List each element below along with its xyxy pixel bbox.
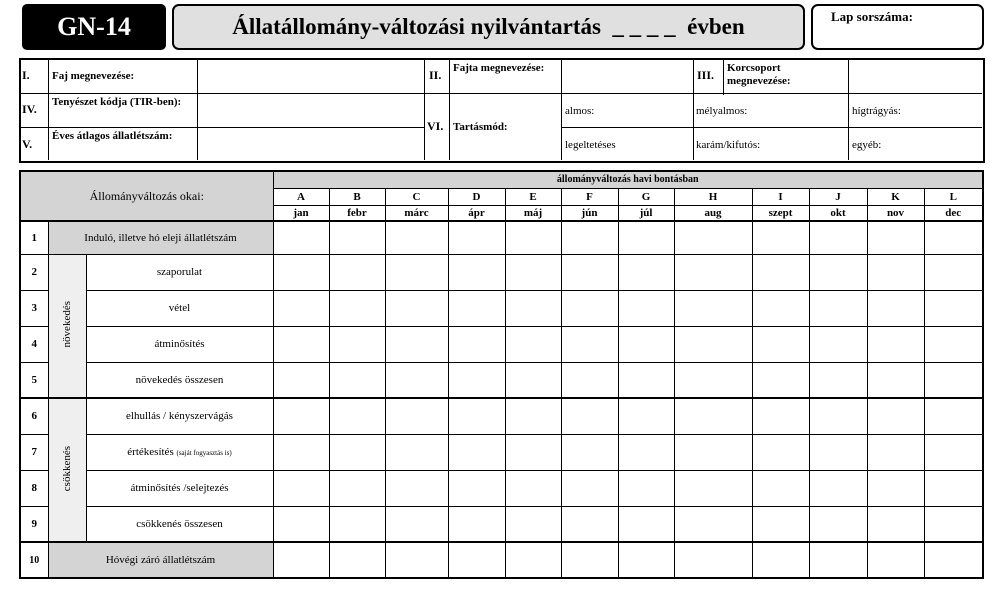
cell[interactable]: [273, 506, 329, 542]
age-group-label: Korcsoport megnevezése:: [727, 62, 791, 87]
month-header: máj: [505, 205, 561, 221]
row-label-opening: Induló, illetve hó eleji állatlétszám: [48, 221, 273, 254]
housing-option-melyalmos[interactable]: mélyalmos:: [696, 105, 748, 117]
cell[interactable]: [561, 326, 618, 362]
housing-label: Tartásmód:: [453, 121, 508, 133]
row-number: 5: [20, 362, 48, 398]
cell[interactable]: [752, 326, 809, 362]
cell[interactable]: [752, 254, 809, 290]
row-number: 1: [20, 221, 48, 254]
cell[interactable]: [809, 254, 867, 290]
cell[interactable]: [618, 470, 674, 506]
housing-option-higtragyas[interactable]: hígtrágyás:: [852, 105, 901, 117]
row-label-reclass-in: átminősítés: [86, 326, 273, 362]
row-number: 6: [20, 398, 48, 434]
cell[interactable]: [867, 362, 924, 398]
cell[interactable]: [752, 542, 809, 578]
age-group-field[interactable]: [849, 61, 981, 92]
row-label-decrease-total: csökkenés összesen: [86, 506, 273, 542]
cell[interactable]: [329, 362, 385, 398]
cell[interactable]: [867, 290, 924, 326]
cell[interactable]: [329, 470, 385, 506]
cell[interactable]: [505, 506, 561, 542]
column-letter: H: [674, 188, 752, 205]
cell[interactable]: [752, 290, 809, 326]
cell[interactable]: [867, 254, 924, 290]
inventory-change-table: [19, 170, 984, 579]
row-label-sale: értékesítés (saját fogyasztás is): [86, 434, 273, 470]
group-increase: növekedés: [48, 254, 86, 398]
housing-option-egyeb[interactable]: egyéb:: [852, 139, 882, 151]
cell[interactable]: [561, 542, 618, 578]
cell[interactable]: [618, 362, 674, 398]
cell[interactable]: [561, 470, 618, 506]
column-letter: E: [505, 188, 561, 205]
row-label-death: elhullás / kényszervágás: [86, 398, 273, 434]
cell[interactable]: [448, 434, 505, 470]
row-label-closing: Hóvégi záró állatlétszám: [48, 542, 273, 578]
month-header: nov: [867, 205, 924, 221]
holding-code-field[interactable]: [198, 95, 423, 126]
cell[interactable]: [329, 506, 385, 542]
form-code: GN-14: [22, 4, 166, 50]
housing-option-legeltetes[interactable]: legeltetéses: [565, 139, 616, 151]
group-decrease: csökkenés: [48, 398, 86, 542]
row-number: 2: [20, 254, 48, 290]
row-number: 4: [20, 326, 48, 362]
row-number: 8: [20, 470, 48, 506]
cell[interactable]: [618, 398, 674, 434]
cell[interactable]: [867, 398, 924, 434]
cell[interactable]: [505, 362, 561, 398]
cell[interactable]: [273, 221, 329, 254]
row-number: 7: [20, 434, 48, 470]
cell[interactable]: [561, 362, 618, 398]
cell[interactable]: [385, 326, 448, 362]
cell[interactable]: [924, 221, 983, 254]
cell[interactable]: [809, 398, 867, 434]
cell[interactable]: [809, 362, 867, 398]
cell[interactable]: [867, 506, 924, 542]
cell[interactable]: [273, 326, 329, 362]
cell[interactable]: [752, 362, 809, 398]
page-number-label: Lap sorszáma:: [831, 9, 913, 24]
month-header: jan: [273, 205, 329, 221]
cell[interactable]: [867, 542, 924, 578]
column-letter: F: [561, 188, 618, 205]
cell[interactable]: [448, 362, 505, 398]
cell[interactable]: [448, 470, 505, 506]
cell[interactable]: [809, 470, 867, 506]
cell[interactable]: [752, 221, 809, 254]
cell[interactable]: [385, 290, 448, 326]
cell[interactable]: [674, 506, 752, 542]
row-number: 9: [20, 506, 48, 542]
column-letter: I: [752, 188, 809, 205]
column-letter: J: [809, 188, 867, 205]
cell[interactable]: [385, 398, 448, 434]
row-label-increase-total: növekedés összesen: [86, 362, 273, 398]
column-letter: K: [867, 188, 924, 205]
avg-headcount-label: Éves átlagos állatlétszám:: [52, 130, 173, 142]
cell[interactable]: [618, 221, 674, 254]
cell[interactable]: [385, 470, 448, 506]
cell[interactable]: [618, 290, 674, 326]
row-label-birth: szaporulat: [86, 254, 273, 290]
cell[interactable]: [618, 434, 674, 470]
month-header: ápr: [448, 205, 505, 221]
section-i-number: I.: [22, 68, 30, 82]
cell[interactable]: [329, 434, 385, 470]
avg-headcount-field[interactable]: [198, 128, 423, 159]
cell[interactable]: [329, 326, 385, 362]
cell[interactable]: [924, 326, 983, 362]
month-header: aug: [674, 205, 752, 221]
cell[interactable]: [505, 434, 561, 470]
cell[interactable]: [674, 470, 752, 506]
species-label: Faj megnevezése:: [52, 70, 135, 82]
info-block: [19, 58, 985, 163]
cell[interactable]: [809, 434, 867, 470]
month-header: febr: [329, 205, 385, 221]
row-label-purchase: vétel: [86, 290, 273, 326]
month-header: okt: [809, 205, 867, 221]
cell[interactable]: [867, 470, 924, 506]
cell[interactable]: [618, 326, 674, 362]
column-letter: D: [448, 188, 505, 205]
month-header: jún: [561, 205, 618, 221]
reasons-header: Állományváltozás okai:: [20, 171, 273, 221]
cell[interactable]: [561, 221, 618, 254]
cell[interactable]: [752, 434, 809, 470]
cell[interactable]: [273, 290, 329, 326]
cell[interactable]: [448, 398, 505, 434]
row-number: 3: [20, 290, 48, 326]
cell[interactable]: [329, 398, 385, 434]
column-letter: B: [329, 188, 385, 205]
cell[interactable]: [505, 542, 561, 578]
section-ii-number: II.: [429, 68, 442, 82]
cell[interactable]: [448, 542, 505, 578]
cell[interactable]: [674, 290, 752, 326]
section-iv-number: IV.: [22, 102, 37, 116]
column-letter: G: [618, 188, 674, 205]
cell[interactable]: [505, 290, 561, 326]
cell[interactable]: [809, 542, 867, 578]
cell[interactable]: [505, 470, 561, 506]
cell[interactable]: [924, 542, 983, 578]
cell[interactable]: [752, 398, 809, 434]
cell[interactable]: [618, 542, 674, 578]
cell[interactable]: [674, 434, 752, 470]
breed-label: Fajta megnevezése:: [453, 62, 545, 74]
cell[interactable]: [924, 254, 983, 290]
cell[interactable]: [273, 470, 329, 506]
section-v-number: V.: [22, 137, 33, 151]
row-number: 10: [20, 542, 48, 578]
cell[interactable]: [924, 470, 983, 506]
cell[interactable]: [674, 326, 752, 362]
cell[interactable]: [924, 362, 983, 398]
cell[interactable]: [674, 221, 752, 254]
cell[interactable]: [448, 290, 505, 326]
cell[interactable]: [448, 221, 505, 254]
cell[interactable]: [385, 254, 448, 290]
species-field[interactable]: [198, 61, 423, 92]
cell[interactable]: [809, 290, 867, 326]
section-iii-number: III.: [697, 68, 715, 82]
cell[interactable]: [448, 254, 505, 290]
month-header: márc: [385, 205, 448, 221]
section-vi-number: VI.: [427, 119, 444, 133]
form-title: Állatállomány-változási nyilvántartás _ _ _ _ évben: [172, 4, 805, 50]
cell[interactable]: [809, 221, 867, 254]
holding-code-label: Tenyészet kódja (TIR-ben):: [52, 96, 182, 108]
cell[interactable]: [385, 506, 448, 542]
cell[interactable]: [618, 506, 674, 542]
cell[interactable]: [867, 434, 924, 470]
cell[interactable]: [385, 221, 448, 254]
cell[interactable]: [561, 398, 618, 434]
column-letter: A: [273, 188, 329, 205]
cell[interactable]: [505, 326, 561, 362]
cell[interactable]: [505, 221, 561, 254]
cell[interactable]: [809, 326, 867, 362]
cell[interactable]: [505, 254, 561, 290]
monthly-breakdown-header: állományváltozás havi bontásban: [273, 171, 983, 188]
breed-field[interactable]: [562, 61, 692, 92]
cell[interactable]: [561, 254, 618, 290]
cell[interactable]: [329, 542, 385, 578]
cell[interactable]: [924, 506, 983, 542]
row-label-reclass-out: átminősítés /selejtezés: [86, 470, 273, 506]
cell[interactable]: [385, 434, 448, 470]
cell[interactable]: [273, 542, 329, 578]
cell[interactable]: [561, 290, 618, 326]
housing-option-karam[interactable]: karám/kifutós:: [696, 139, 761, 151]
housing-option-almos[interactable]: almos:: [565, 105, 595, 117]
cell[interactable]: [924, 290, 983, 326]
cell[interactable]: [273, 254, 329, 290]
cell[interactable]: [674, 398, 752, 434]
cell[interactable]: [618, 254, 674, 290]
cell[interactable]: [924, 434, 983, 470]
cell[interactable]: [385, 542, 448, 578]
cell[interactable]: [752, 506, 809, 542]
column-letter: L: [924, 188, 983, 205]
cell[interactable]: [273, 398, 329, 434]
cell[interactable]: [674, 254, 752, 290]
cell[interactable]: [273, 362, 329, 398]
cell[interactable]: [448, 326, 505, 362]
cell[interactable]: [329, 221, 385, 254]
cell[interactable]: [867, 221, 924, 254]
page-number-box[interactable]: [811, 4, 984, 50]
cell[interactable]: [385, 362, 448, 398]
cell[interactable]: [448, 506, 505, 542]
cell[interactable]: [561, 434, 618, 470]
cell[interactable]: [505, 398, 561, 434]
cell[interactable]: [674, 362, 752, 398]
cell[interactable]: [809, 506, 867, 542]
cell[interactable]: [867, 326, 924, 362]
cell[interactable]: [329, 290, 385, 326]
cell[interactable]: [273, 434, 329, 470]
cell[interactable]: [674, 542, 752, 578]
column-letter: C: [385, 188, 448, 205]
cell[interactable]: [752, 470, 809, 506]
month-header: júl: [618, 205, 674, 221]
cell[interactable]: [561, 506, 618, 542]
month-header: szept: [752, 205, 809, 221]
cell[interactable]: [329, 254, 385, 290]
cell[interactable]: [924, 398, 983, 434]
month-header: dec: [924, 205, 983, 221]
